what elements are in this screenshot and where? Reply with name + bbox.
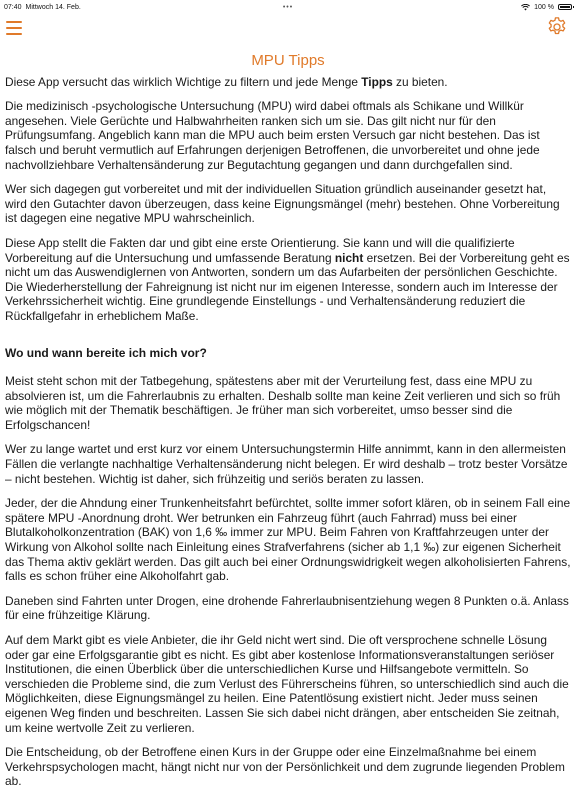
paragraph — [5, 236, 571, 324]
menu-line — [6, 33, 22, 35]
nav-bar — [0, 14, 576, 44]
status-time: 07:40 — [4, 4, 22, 11]
status-date: Mittwoch 14. Feb. — [26, 4, 81, 11]
intro-bold: Tipps — [361, 75, 393, 89]
paragraph-bold: nicht — [335, 251, 363, 265]
gear-icon[interactable] — [546, 16, 568, 38]
intro-text: Diese App versucht das wirklich Wichtige zu filtern und jede Menge — [5, 75, 361, 89]
battery-icon — [558, 4, 572, 10]
intro-text-end: zu bieten. — [393, 75, 448, 89]
article-content — [0, 44, 576, 768]
paragraph: Die Entscheidung, ob der Betroffene einen Kurs in der Gruppe oder eine Einzelmaßnahme bei einem Verkehrspsychologen macht, hängt nicht nur von der Persönlichkeit und dem zugrunde liegenden Problem ab. — [5, 745, 571, 789]
paragraph-text: Diese App stellt die Fakten dar und gibt eine erste Orientierung. Sie kann und will die qualifizierte Vorbereitung auf die Untersuchung und umfassende Beratung — [5, 236, 515, 265]
paragraph: Wer sich dagegen gut vorbereitet und mit der individuellen Situation gründlich auseinander gesetzt hat, wird den Gutachter davon überzeugen, dass keine Eignungsmängel (mehr) bestehen. Ohne Vorbereitung ist dagegen eine negative MPU wahrscheinlich. — [5, 182, 571, 226]
paragraph-text-end: ersetzen. Bei der Vorbereitung geht es nicht um das Auswendiglernen von Antworten, sondern um das Aufarbeiten der persönlichen Geschichte. Die Wiederherstellung der Fahreignung ist nicht nur im eigenen Interesse, sondern auch im Interesse der Verkehrssicherheit wichtig. Eine grundlegende Einstellungs - und Verhaltensänderung reduziert die Rückfallgefahr in erheblichem Maße. — [5, 251, 570, 323]
multitasking-dots[interactable]: ••• — [283, 4, 293, 11]
status-left — [4, 4, 81, 11]
battery-fill — [560, 6, 570, 8]
paragraph: Meist steht schon mit der Tatbegehung, spätestens aber mit der Verurteilung fest, dass eine MPU zu absolvieren ist, um die Fahrerlaubnis zu erhalten. Deshalb sollte man keine Zeit verlieren und sich so früh wie möglich mit der Thematik beschäftigen. Je früher man sich vorbereitet, umso besser sind die Erfolgschancen! — [5, 374, 571, 432]
intro-paragraph — [5, 75, 571, 90]
hamburger-menu-icon[interactable] — [6, 21, 22, 35]
paragraph: Jeder, der die Ahndung einer Trunkenheitsfahrt befürchtet, sollte immer sofort klären, ob in seinem Fall eine spätere MPU -Anordnung droht. Wer betrunken ein Fahrzeug führt (auch Fahrrad) muss bei einer Blutalkoholkonzentration (BAK) von 1,6 ‰ immer zur MPU. Beim Fahren von Kraftfahrzeugen unter der Wirkung von Alkohol sollte nach Einleitung eines Strafverfahrens (sicher ab 1,1 ‰) zur eigenen Sicherheit das Thema aktiv geklärt werden. Das gilt auch bei einer Ordnungswidrigkeit wegen alkoholisierten Fahrens, falls es schon früher eine Alkoholfahrt gab. — [5, 496, 571, 584]
battery-percent: 100 % — [534, 4, 554, 11]
paragraph: Die medizinisch -psychologische Untersuchung (MPU) wird dabei oftmals als Schikane und Willkür angesehen. Viele Gerüchte und Halbwahrheiten ranken sich um sie. Das gilt nicht nur für den Prüfungsumfang. Angeblich kann man die MPU auch beim ersten Versuch gar nicht bestehen. Das ist falsch und beruht vermutlich auf Erfahrungen derjenigen Betroffenen, die unvorbereitet und ohne jede nachvollziehbare Verhaltensänderung zur Begutachtung gegangen und dann durchgefallen sind. — [5, 99, 571, 172]
status-right — [521, 4, 572, 11]
menu-line — [6, 21, 22, 23]
paragraph: Wer zu lange wartet und erst kurz vor einem Untersuchungstermin Hilfe annimmt, kann in den allermeisten Fällen die verlangte nachhaltige Verhaltensänderung nicht belegen. Er wird deshalb – trotz bester Vorsätze – nicht bestehen. Wichtig ist daher, sich frühzeitig und seriös beraten zu lassen. — [5, 442, 571, 486]
section-heading: Wo und wann bereite ich mich vor? — [5, 346, 571, 361]
paragraph: Auf dem Markt gibt es viele Anbieter, die ihr Geld nicht wert sind. Die oft versprochene schnelle Lösung oder gar eine Erfolgsgarantie gibt es nicht. Es gibt aber kostenlose Informationsveranstaltungen seriöser Institutionen, die einen Überblick über die unterschiedlichen Kurse und Hilfsangebote vermitteln. So verschieden die Probleme sind, die zum Verlust des Führerscheins führen, so unterschiedlich sind auch die Möglichkeiten, diese Eignungsmängel zu heilen. Eine Patentlösung existiert nicht. Jeder muss seinen eigenen Weg finden und beschreiten. Lassen Sie sich dabei nicht drängen, aber entscheiden Sie zeitnah, um keine wertvolle Zeit zu verlieren. — [5, 633, 571, 735]
paragraph: Daneben sind Fahrten unter Drogen, eine drohende Fahrerlaubnisentziehung wegen 8 Punkten o.ä. Anlass für eine frühzeitige Klärung. — [5, 594, 571, 623]
status-bar — [0, 0, 576, 14]
page-title: MPU Tipps — [5, 54, 571, 69]
menu-line — [6, 27, 22, 29]
wifi-icon — [521, 4, 530, 11]
